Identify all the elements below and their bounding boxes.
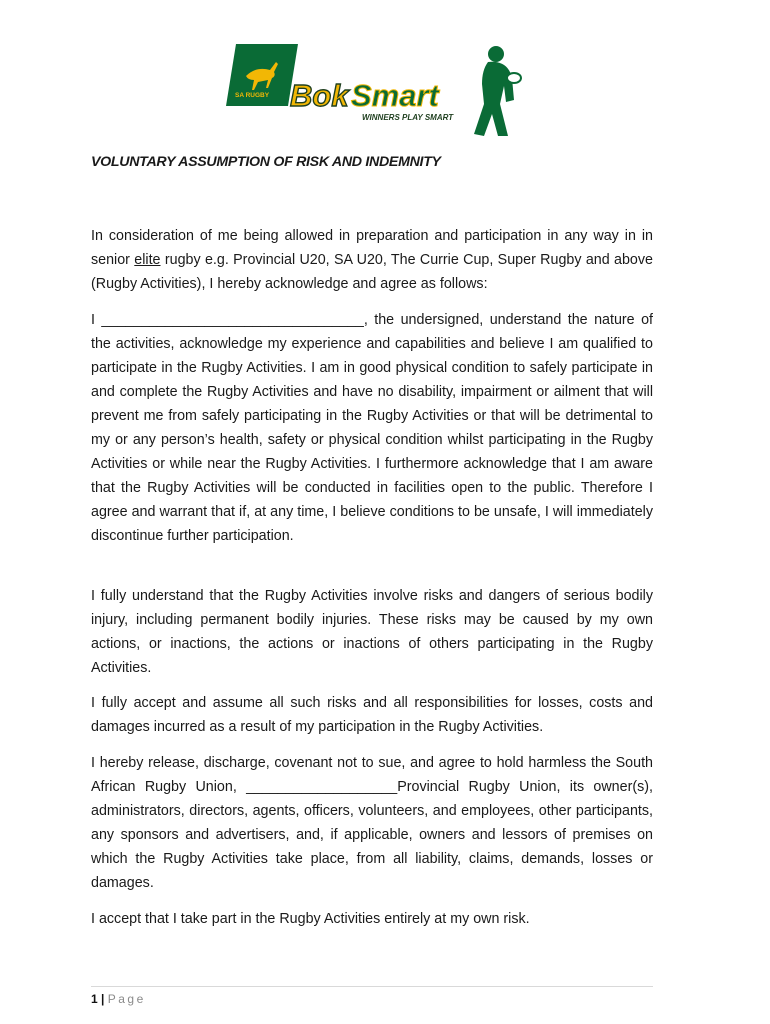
paragraph-consideration [91,224,653,296]
page-number: 1 [91,992,98,1006]
paragraph-risks: I fully understand that the Rugby Activities involve risks and dangers of serious bodily injury, including permanent bodily injuries. These risks may be caused by my own actions, or inactions, the actions or inactions of others participating in the Rugby Activities. [91,588,653,676]
document-title: VOLUNTARY ASSUMPTION OF RISK AND INDEMNITY [91,154,441,170]
logo-badge-text: SA RUGBY [235,92,270,99]
paragraph-own-risk: I accept that I take part in the Rugby Activities entirely at my own risk. [91,911,530,927]
footer-divider [91,986,653,987]
paragraph-1-text-b: rugby e.g. Provincial U20, SA U20, The Currie Cup, Super Rugby and above (Rugby Activities), I hereby acknowledge and agree as follows: [91,252,653,292]
logo-tagline: WINNERS PLAY SMART [362,113,454,122]
paragraph-undersigned: I _________________________________, the undersigned, understand the nature of the activities, acknowledge my experience and capabilities and believe I am qualified to participate in the Rugby Activities. I am in good physical condition to safely participate in and complete the Rugby Activities and have no disability, impairment or ailment that will prevent me from safely participating in the Rugby Activities or that will be detrimental to my or any person’s health, safety or physical condition whilst participating in the Rugby Activities or while near the Rugby Activities. I furthermore acknowledge that I am aware that the Rugby Activities will be conducted in facilities open to the public. Therefore I agree and warrant that if, at any time, I believe conditions to be unsafe, I will immediately discontinue further participation. [91,312,653,544]
boksmart-logo [226,42,522,138]
paragraph-1-underlined: elite [134,252,161,268]
page-separator: | [101,992,105,1006]
paragraph-accept-risks: I fully accept and assume all such risks and all responsibilities for losses, costs and damages incurred as a result of my participation in the Rugby Activities. [91,695,653,735]
logo-brand-bok: Bok [290,78,349,113]
page-footer [91,992,146,1006]
paragraph-1-text-a: In consideration of me being allowed in preparation and participation in any way in in senior [91,228,653,268]
rugby-player-icon [474,46,521,136]
paragraph-release: I hereby release, discharge, covenant not to sue, and agree to hold harmless the South African Rugby Union, ___________________Provincial Rugby Union, its owner(s), administrators, directors, agents, officers, volunteers, and employees, other participants, any sponsors and advertisers, and, if applicable, owners and lessors of premises on which the Rugby Activities take place, from all liability, claims, demands, losses or damages. [91,755,653,891]
logo-brand-smart: Smart [351,78,439,113]
page-label: Page [107,992,146,1006]
